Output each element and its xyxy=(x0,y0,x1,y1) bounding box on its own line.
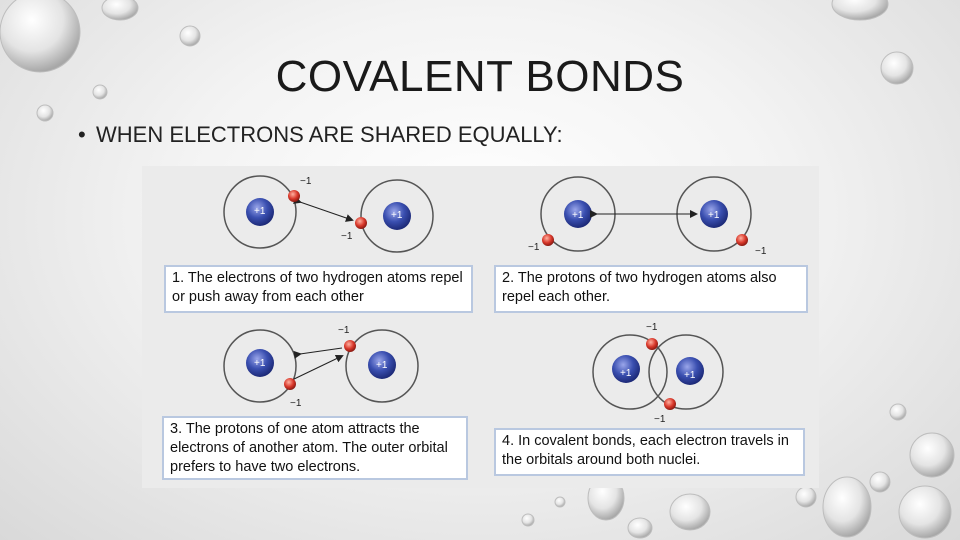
panel-4-caption: 4. In covalent bonds, each electron travels in the orbitals around both nuclei. xyxy=(494,428,805,476)
electron-label: −1 xyxy=(341,231,353,242)
bullet-icon: • xyxy=(78,122,86,147)
slide-title: COVALENT BONDS xyxy=(275,52,685,101)
proton-label: +1 xyxy=(620,368,632,379)
electron xyxy=(542,234,554,246)
electron xyxy=(344,340,356,352)
electron-label: −1 xyxy=(646,322,658,333)
panel-3-caption: 3. The protons of one atom attracts the electrons of another atom. The outer orbital prefers to have two electrons. xyxy=(162,416,468,480)
proton-label: +1 xyxy=(254,206,266,217)
panel-2-diagram xyxy=(528,177,767,257)
proton-label: +1 xyxy=(391,210,403,221)
electron xyxy=(646,338,658,350)
proton-label: +1 xyxy=(708,210,720,221)
electron-label: −1 xyxy=(290,398,302,409)
bullet-text: WHEN ELECTRONS ARE SHARED EQUALLY: xyxy=(96,122,563,147)
electron xyxy=(664,398,676,410)
proton-label: +1 xyxy=(376,360,388,371)
electron-label: −1 xyxy=(755,246,767,257)
electron-label: −1 xyxy=(528,242,540,253)
panel-2-caption: 2. The protons of two hydrogen atoms also repel each other. xyxy=(494,265,808,313)
electron xyxy=(355,217,367,229)
electron xyxy=(736,234,748,246)
electron xyxy=(284,378,296,390)
panel-1-diagram xyxy=(224,176,433,252)
electron xyxy=(288,190,300,202)
electron-label: −1 xyxy=(654,414,666,425)
panel-4-diagram xyxy=(593,322,723,425)
proton-label: +1 xyxy=(572,210,584,221)
proton-label: +1 xyxy=(684,370,696,381)
panel-3-diagram xyxy=(224,325,418,409)
hydrogen-bonding-figure xyxy=(142,166,819,488)
proton-label: +1 xyxy=(254,358,266,369)
bullet-point xyxy=(78,122,563,148)
panel-1-caption: 1. The electrons of two hydrogen atoms repel or push away from each other xyxy=(164,265,473,313)
electron-label: −1 xyxy=(300,176,312,187)
electron-label: −1 xyxy=(338,325,350,336)
